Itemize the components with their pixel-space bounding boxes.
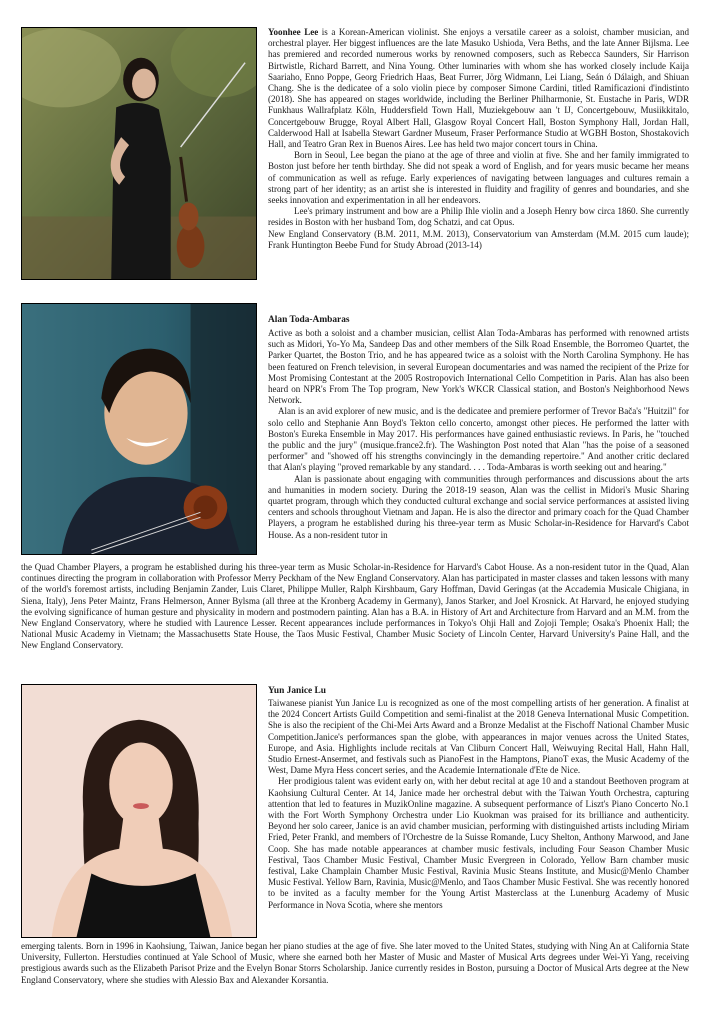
photo-yun-janice-lu bbox=[21, 684, 257, 938]
bio-paragraph: Lee's primary instrument and bow are a Philip Ihle violin and a Joseph Henry bow circa 1860. She currently resides in Boston with her husband Tom, dog Schatzi, and cat Opus. bbox=[268, 206, 689, 228]
bio-paragraph: is a Korean-American violinist. She enjoys a versatile career as a soloist, chamber musician, and orchestral player. Her biggest influences are the late Masuko Ushioda, Vera Beths, and the late Anner Bijlsma. Lee has premiered and recorded numerous works by renowned composers, such as Rebecca Saunders, Sir Harrison Birtwistle, Richard Barrett, and Nina Young. Other luminaries with whom she has worked closely include Kaija Saariaho, Enno Poppe, Georg Friedrich Haas, Beat Furrer, Jörg Widmann, Lei Liang, Seán ó Dálaigh, and Shiuan Chang. She is the dedicatee of a solo violin piece by composer Simone Cardini, titled Ramificazioni d'indistinto (2018). She has appeared on stages worldwide, including the Berliner Philharmonie, St. Eustache in Paris, WDR Funkhaus Wallrafplatz Köln, Huddersfield Town Hall, Muziekgebouw aan 't IJ, Concertgebouw, Musiikkitalo, Concertgebouw Brugge, Royal Albert Hall, Glasgow Royal Concert Hall, Boston Symphony Hall, Jordan Hall, Calderwood Hall at Isabella Stewart Gardner Museum, Fraser Performance Studio at WGBH Boston, Shostakovich Hall, and Teatro Gran Rex in Buenos Aires. Lee has held two major concert tours in China. bbox=[268, 27, 689, 150]
bio-name: Alan Toda-Ambaras bbox=[268, 315, 350, 325]
bio-paragraph: Active as both a soloist and a chamber musician, cellist Alan Toda-Ambaras has performed with renowned artists such as Midori, Yo-Yo Ma, Sandeep Das and other members of the Silk Road Ensemble, the Borromeo Quartet, the Parker Quartet, the Boston Trio, and he has appeared twice as a soloist with the North Carolina Symphony. He has been featured on French television, in several European documentaries and was named the recipient of the Prize for Most Promising Contestant at the 2005 Rostropovich International Cello Competition in Paris. Alan has also been heard on NPR's From The Top program, New York's WKCR Classical station, and Boston's Neighborhood News Network. bbox=[268, 328, 689, 406]
bio-alan-toda-ambaras-continued bbox=[21, 562, 689, 652]
bio-paragraph: the Quad Chamber Players, a program he established during his three-year term as Music Scholar-in-Residence for Harvard's Cabot House. As a non-resident tutor in the Quad, Alan continues directing the program in collaboration with Professor Merry Peckham of the New England Conservatory. Alan has participated in master classes and taken lessons with many of the world's foremost artists, including Benjamin Zander, Luis Claret, Philippe Muller, Ralph Kirshbaum, Gary Hoffman, David Geringas (at the Accademia Musicale Chigiana, in Siena, Italy), Jens Peter Maintz, Frans Helmerson, Anner Bylsma (all three at the Kronberg Academy in Germany), Janos Starker, and Joel Krosnick. At Harvard, he enjoyed studying the evolving significance of human gesture and physicality in modern and postmodern painting. Alan has a B.A. in History of Art and Architecture from Harvard and an M.M. from the New England Conservatory, where he studied with Laurence Lesser. Recent appearances include performances in Tokyo's Ohji Hall and Zojoji Temple; Osaka's Phoenix Hall; the National Music Academy in Vietnam; the Massachusetts State House, the Taos Music Festival, Chamber Music Society of Lincoln Center, Harvard University's Paine Hall, and the New England Conservatory. bbox=[21, 562, 689, 651]
bio-paragraph: Alan is an avid explorer of new music, and is the dedicatee and premiere performer of Trevor Bača's "Huitzil" for solo cello and Stephanie Ann Boyd's Tekton cello concerto, amongst other pieces. He performed the latter with Boston's Eureka Ensemble in May 2017. His performances have gained enthusiastic reviews. In Paris, he "touched the public and the jury" (musique.france2.fr). The Washington Post noted that Alan "has the poise of a seasoned performer" and "showed off his strengths convincingly in the demanding repertoire." And another critic declared that Alan's playing "proved remarkable by any standard. . . . Toda-Ambaras is worth seeking out and hearing." bbox=[268, 406, 689, 473]
bio-paragraph: New England Conservatory (B.M. 2011, M.M. 2013), Conservatorium van Amsterdam (M.M. 2015 cum laude); Frank Huntington Beebe Fund for Study Abroad (2013-14) bbox=[268, 228, 689, 250]
photo-yoonhee-lee bbox=[21, 27, 257, 280]
bio-paragraph: Alan is passionate about engaging with communities through performances and discussions about the arts and humanities in modern society. During the 2018-19 season, Alan was the cellist in Midori's Music Sharing quartet program, through which they conducted cultural exchange and social service performances at assisted living centers and schools throughout Vietnam and Japan. He is also the director and primary coach for the Quad Chamber Players, a program he established during his three-year term as Music Scholar-in-Residence for Harvard's Cabot House. As a non-resident tutor in bbox=[268, 473, 689, 540]
bio-yun-janice-lu-continued bbox=[21, 941, 689, 986]
bio-yoonhee-lee bbox=[268, 27, 689, 251]
bio-paragraph: emerging talents. Born in 1996 in Kaohsiung, Taiwan, Janice began her piano studies at the age of five. She later moved to the United States, studying with Ning An at California State University, Fullerton. Herstudies continued at Yale School of Music, where she earned both her Master of Music and Master of Musical Arts degrees under Wei-Yi Yang, receiving prestigious awards such as the Elizabeth Parisot Prize and the Evelyn Bonar Storrs Scholarship. Janice currently resides in Boston, pursuing a Doctor of Musical Arts degree at the New England Conservatory, where she studies with Alessio Bax and Alexander Korsantia. bbox=[21, 941, 689, 985]
bio-paragraph: Taiwanese pianist Yun Janice Lu is recognized as one of the most compelling artists of her generation. A finalist at the 2024 Concert Artists Guild Competition and semi-finalist at the 2018 Geneva International Music Competition. She is also the recipient of the Chi-Mei Arts Award and a Bronze Medalist at the Fischoff National Chamber Music Competition.Janice's performances span the globe, with appearances in major venues across the United States, Europe, and Asia. Highlights include recitals at Van Cliburn Concert Hall, Weiwuying Recital Hall, Hahn Hall, Studio Ernest-Ansermet, and festivals such as PianoFest in the Hamptons, PianoT exas, the Music Academy of the West, Dame Myra Hess concert series, and the Academie Internationale d'Ete de Nice. bbox=[268, 698, 689, 776]
bio-name: Yun Janice Lu bbox=[268, 686, 327, 696]
bio-alan-toda-ambaras bbox=[268, 328, 689, 541]
photo-alan-toda-ambaras bbox=[21, 303, 257, 555]
bio-paragraph: Her prodigious talent was evident early on, with her debut recital at age 10 and a standout Beethoven program at Kaohsiung Cultural Center. At 14, Janice made her orchestral debut with the Taiwan Youth Orchestra, capturing attention that led to features in MuzikOnline magazine. A subsequent performance of Liszt's Piano Concerto No.1 with the Fort Worth Symphony Orchestra under Lio Kuokman was praised for its brilliance and authenticity. Beyond her solo career, Janice is an avid chamber musician, performing with distinguished artists including Miriam Fried, Peter Frankl, and members of l'Orchestre de la Suisse Romande, Lucy Shelton, Anthony Marwood, and Jane Coop. She has made notable appearances at chamber music festivals, including Four Season Chamber Music Festival, Taos Chamber Music Festival, Chamber Music Evergreen in Colorado, Yellow Barn chamber music festival, Lake Champlain Chamber Music Festival, Ravinia Music Steans Institute, and Music@Menlo Chamber Music Festival. Yellow Barn, Ravinia, Music@Menlo, and Taos Chamber Music Festival. She was recently honored to be invited as a faculty member for the Young Artist Masterclass at the Lunenburg Academy of Music Performance in Nova Scotia, where she mentors bbox=[268, 776, 689, 910]
bio-name: Yoonhee Lee bbox=[268, 27, 319, 37]
bio-paragraph: Born in Seoul, Lee began the piano at the age of three and violin at five. She and her family immigrated to Boston just before her tenth birthday. She did not speak a word of English, and for years music became her means of communication as well as refuge. Early experiences of navigating between languages and cultures remain a strong part of her identity; as an artist she is interested in fluidity and fragility of genres and boundaries, and she seeks innovation and experimentation in all her endeavors. bbox=[268, 150, 689, 206]
bio-yun-janice-lu bbox=[268, 698, 689, 911]
